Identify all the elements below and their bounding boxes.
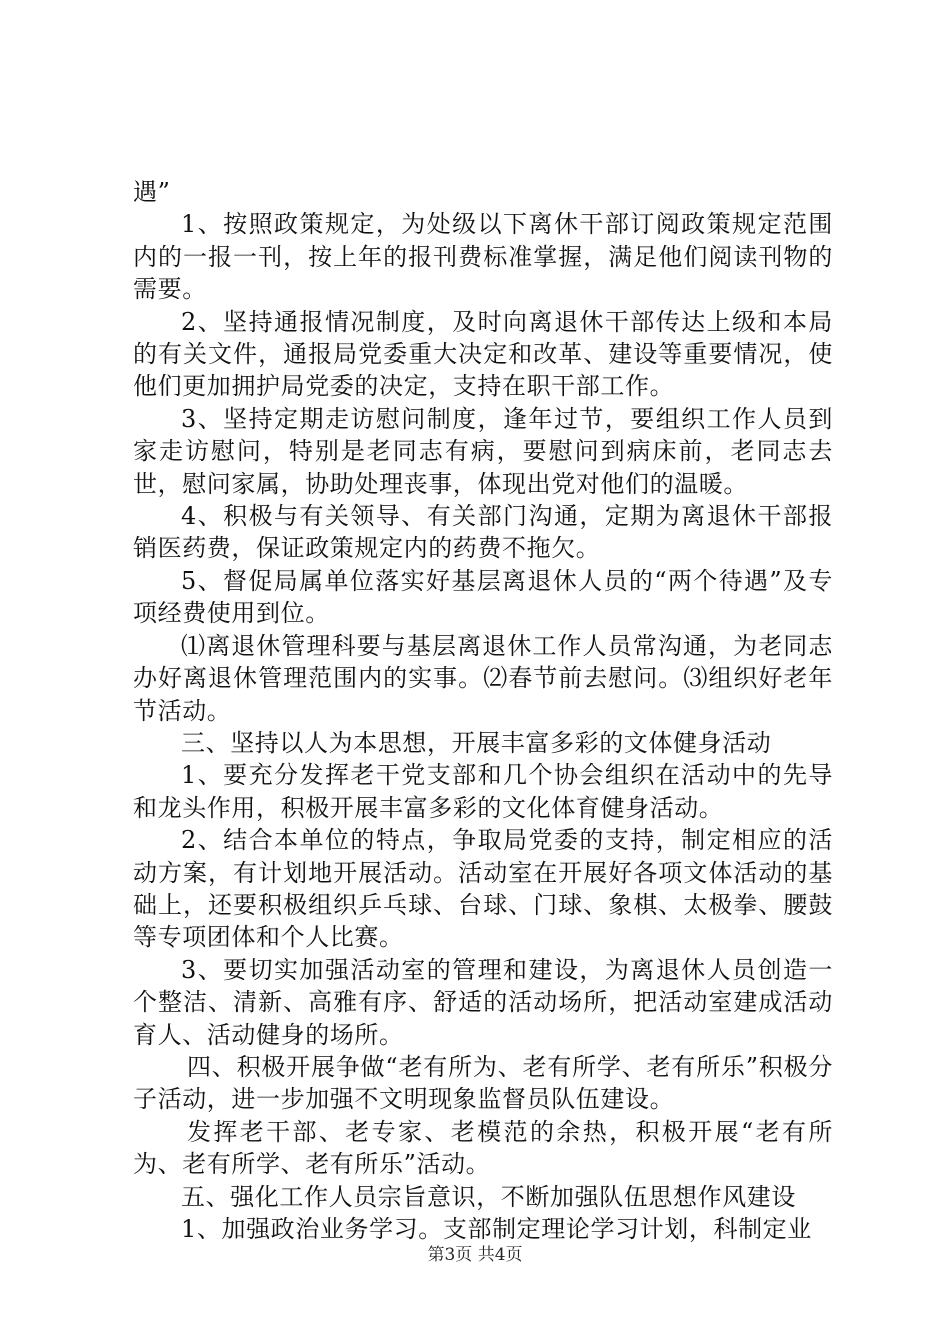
paragraph-item-5: 5、督促局属单位落实好基层离退休人员的“两个待遇”及专项经费使用到位。 [133,566,833,628]
paragraph-item-4: 4、积极与有关领导、有关部门沟通，定期为离退休干部报销医药费，保证政策规定内的药费不拖欠。 [133,502,833,563]
section-heading-3: 三、坚持以人为本思想，开展丰富多彩的文体健身活动 [181,728,772,757]
section-heading-5: 五、强化工作人员宗旨意识，不断加强队伍思想作风建设 [181,1182,796,1211]
paragraph-section3-item-1: 1、要充分发挥老干党支部和几个协会组织在活动中的先导和龙头作用，积极开展丰富多彩的文化体育健身活动。 [133,761,833,822]
paragraph-section4-body: 发挥老干部、老专家、老模范的余热，积极开展“老有所为、老有所学、老有所乐”活动。 [133,1117,833,1179]
section-heading-4: 四、积极开展争做“老有所为、老有所学、老有所乐”积极分子活动，进一步加强不文明现象监督员队伍建设。 [133,1052,833,1114]
paragraph-continuation: 遇” [133,178,171,206]
paragraph-subitems: ⑴离退休管理科要与基层离退休工作人员常沟通，为老同志办好离退休管理范围内的实事。⑵春节前去慰问。⑶组织好老年节活动。 [133,631,833,725]
paragraph-section5-item-1: 1、加强政治业务学习。支部制定理论学习计划，科制定业 [181,1215,812,1243]
paragraph-item-1: 1、按照政策规定，为处级以下离休干部订阅政策规定范围内的一报一刊，按上年的报刊费标准掌握，满足他们阅读刊物的需要。 [133,210,833,304]
paragraph-item-2: 2、坚持通报情况制度，及时向离退休干部传达上级和本局的有关文件，通报局党委重大决定和改革、建设等重要情况，使他们更加拥护局党委的决定，支持在职干部工作。 [133,307,833,401]
paragraph-section3-item-3: 3、要切实加强活动室的管理和建设，为离退休人员创造一个整洁、清新、高雅有序、舒适的活动场所，把活动室建成活动育人、活动健身的场所。 [133,955,833,1049]
page-number-footer: 第3页 共4页 [427,1245,523,1265]
paragraph-section3-item-2: 2、结合本单位的特点，争取局党委的支持，制定相应的活动方案，有计划地开展活动。活动室在开展好各项文体活动的基础上，还要积极组织乒乓球、台球、门球、象棋、太极拳、腰鼓等专项团体和个人比赛。 [133,826,833,952]
document-body [133,176,833,1245]
paragraph-item-3: 3、坚持定期走访慰问制度，逢年过节，要组织工作人员到家走访慰问，特别是老同志有病，要慰问到病床前，老同志去世，慰问家属，协助处理丧事，体现出党对他们的温暖。 [133,404,833,498]
